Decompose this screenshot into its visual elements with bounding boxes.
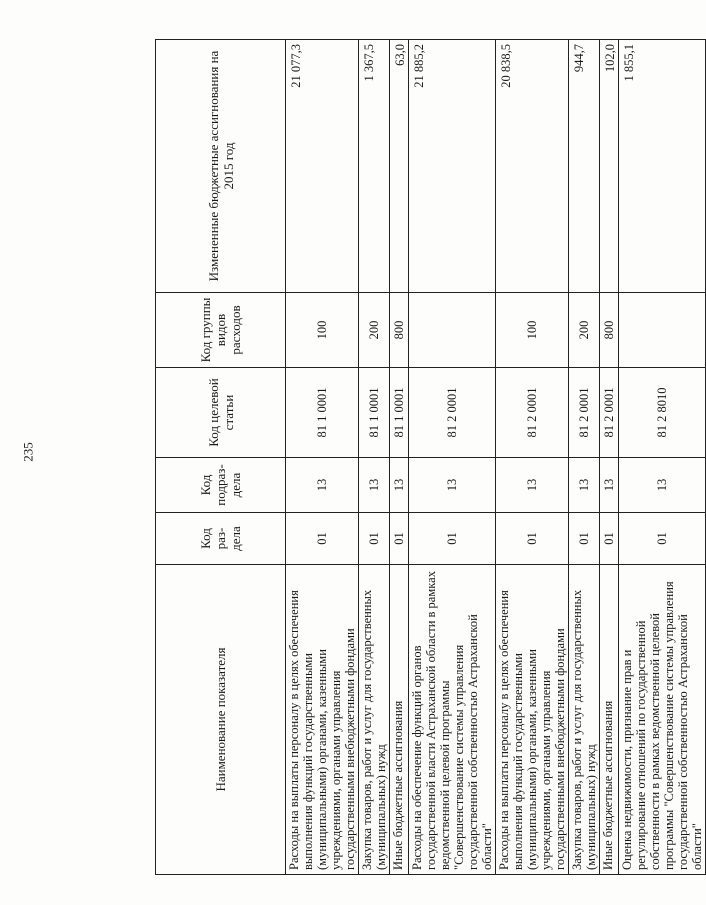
table-row (359, 40, 390, 875)
row-group: 200 (359, 293, 390, 368)
row-target: 81 2 0001 (569, 368, 600, 458)
row-amount: 20 838,5 (496, 40, 569, 293)
header-section-code: Код раз-дела (156, 513, 286, 565)
row-subsection: 13 (496, 458, 569, 513)
row-section: 01 (359, 513, 390, 565)
row-target: 81 1 0001 (390, 368, 409, 458)
row-name: Иные бюджетные ассигнования (390, 565, 409, 875)
row-group (619, 293, 706, 368)
row-amount: 21 885,2 (409, 40, 496, 293)
header-amount: Измененные бюджетные ассигнования на 2015 год (156, 40, 286, 293)
row-amount: 1 855,1 (619, 40, 706, 293)
row-subsection: 13 (286, 458, 359, 513)
row-target: 81 2 0001 (496, 368, 569, 458)
row-section: 01 (619, 513, 706, 565)
row-amount: 63,0 (390, 40, 409, 293)
row-subsection: 13 (359, 458, 390, 513)
header-name: Наименование показателя (156, 565, 286, 875)
table-row (390, 40, 409, 875)
row-group: 800 (600, 293, 619, 368)
table-header-row (156, 40, 286, 875)
row-target: 81 2 0001 (600, 368, 619, 458)
row-name: Оценка недвижимости, признание прав и регулирование отношений по государственной собственности в рамках ведомственной целевой программы "Совершенствование системы управления государственной собственностью Астраханской области" (619, 565, 706, 875)
row-amount: 102,0 (600, 40, 619, 293)
row-group: 800 (390, 293, 409, 368)
table-row (286, 40, 359, 875)
row-section: 01 (390, 513, 409, 565)
row-group: 200 (569, 293, 600, 368)
row-group (409, 293, 496, 368)
row-subsection: 13 (619, 458, 706, 513)
row-name: Расходы на обеспечение функций органов государственной власти Астраханской области в рамках ведомственной целевой программы "Совершенствование системы управления государственной собственностью Астраханской области" (409, 565, 496, 875)
row-section: 01 (286, 513, 359, 565)
row-amount: 944,7 (569, 40, 600, 293)
table-row (600, 40, 619, 875)
row-section: 01 (409, 513, 496, 565)
row-name: Закупка товаров, работ и услуг для государственных (муниципальных) нужд (569, 565, 600, 875)
row-target: 81 1 0001 (359, 368, 390, 458)
page-number: 235 (20, 442, 36, 462)
row-amount: 21 077,3 (286, 40, 359, 293)
row-section: 01 (569, 513, 600, 565)
row-target: 81 2 8010 (619, 368, 706, 458)
row-amount: 1 367,5 (359, 40, 390, 293)
row-name: Расходы на выплаты персоналу в целях обеспечения выполнения функций государственными (муниципальными) органами, казенными учреждениями, органами управления государственными внебюджетными фондами (496, 565, 569, 875)
row-section: 01 (496, 513, 569, 565)
row-name: Закупка товаров, работ и услуг для государственных (муниципальных) нужд (359, 565, 390, 875)
row-name: Иные бюджетные ассигнования (600, 565, 619, 875)
budget-table (155, 39, 706, 875)
row-group: 100 (496, 293, 569, 368)
row-section: 01 (600, 513, 619, 565)
row-name: Расходы на выплаты персоналу в целях обеспечения выполнения функций государственными (муниципальными) органами, казенными учреждениями, органами управления государственными внебюджетными фондами (286, 565, 359, 875)
table-row (409, 40, 496, 875)
row-subsection: 13 (569, 458, 600, 513)
row-group: 100 (286, 293, 359, 368)
header-subsection-code: Код подраз-дела (156, 458, 286, 513)
row-subsection: 13 (409, 458, 496, 513)
table-row (569, 40, 600, 875)
row-target: 81 2 0001 (409, 368, 496, 458)
table-row (496, 40, 569, 875)
row-subsection: 13 (600, 458, 619, 513)
table-row (619, 40, 706, 875)
row-subsection: 13 (390, 458, 409, 513)
rotated-table-wrapper (155, 40, 704, 875)
row-target: 81 1 0001 (286, 368, 359, 458)
header-target-code: Код целевой статьи (156, 368, 286, 458)
header-expense-group-code: Код группы видов расходов (156, 293, 286, 368)
